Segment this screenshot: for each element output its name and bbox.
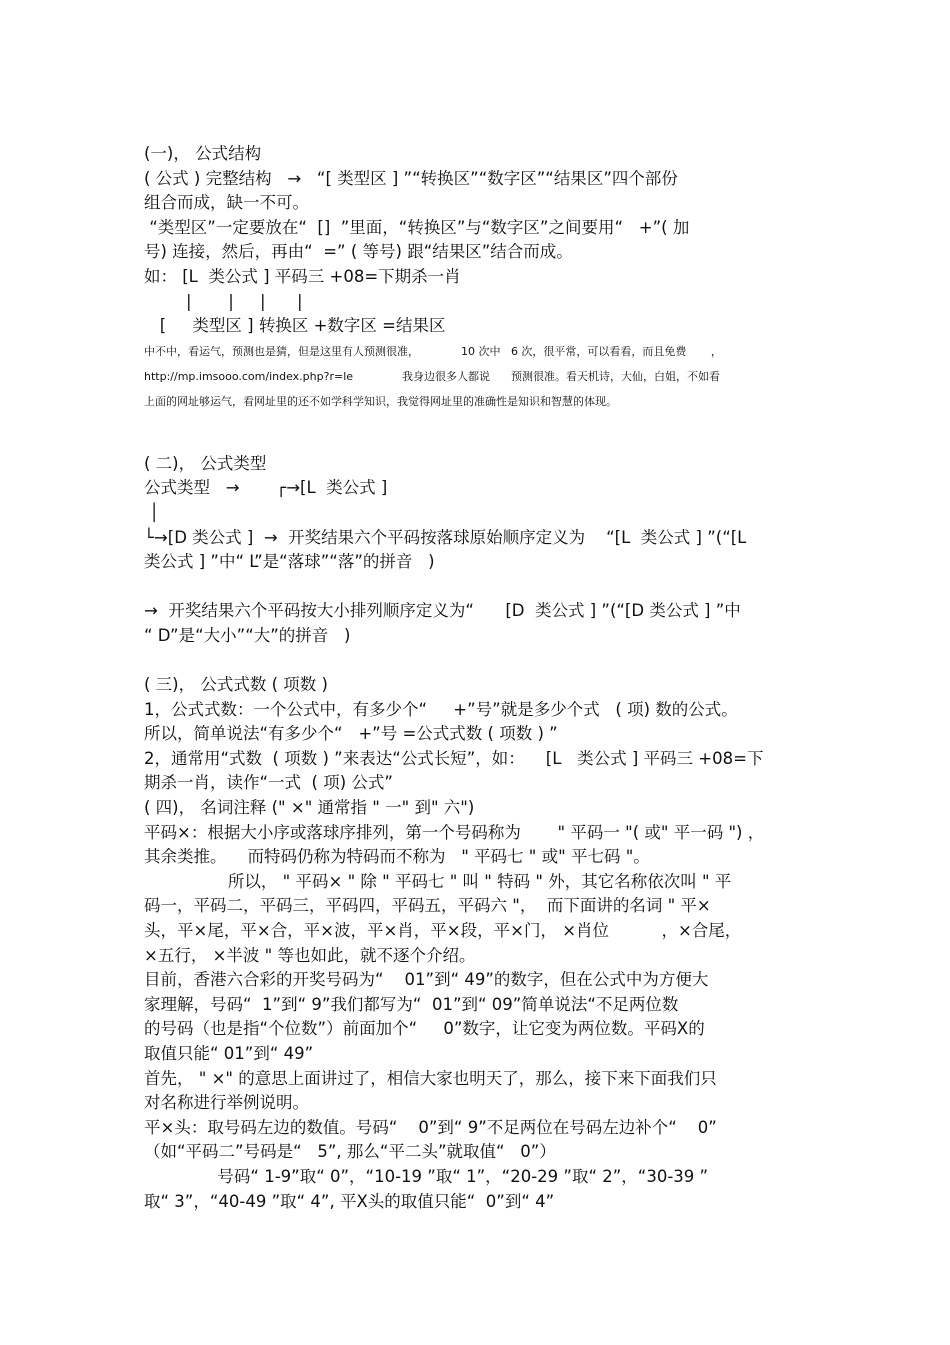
section2-line: └→[D 类公式 ] → 开奖结果六个平码按落球原始顺序定义为 “[L 类公式 ] ”(“[L: [144, 527, 747, 547]
section1-example-pipes: | | | |: [144, 291, 303, 311]
spacer: [144, 649, 814, 674]
ad-line-url: http://mp.imsooo.com/index.php?r=le 我身边很多人都说 预测很准。看天机诗，大仙，白姐，不如看: [144, 369, 720, 383]
section2-line: 类公式 ] ”中“ L”是“落球”“落”的拼音 ): [144, 552, 435, 572]
ad-line: 中不中，看运气，预测也是猜，但是这里有人预测很准， 10 次中 6 次，很平常，可以看看，而且免费 ，: [144, 344, 722, 358]
section2-blank: [144, 575, 814, 600]
section4-line: 码一，平码二，平码三，平码四，平码五，平码六 "， 而下面讲的名词 " 平×: [144, 896, 711, 916]
section4-line: 家理解，号码“ 1”到“ 9”我们都写为“ 01”到“ 09”简单说法“不足两位数: [144, 994, 679, 1014]
section4-line: 的号码（也是指“个位数”）前面加个“ 0”数字，让它变为两位数。平码X的: [144, 1019, 705, 1039]
section3-line: 2，通常用“式数 ( 项数 ) ”来表达“公式长短”，如： [L 类公式 ] 平码三 +08=下: [144, 748, 764, 768]
section1-line: 组合而成，缺一不可。: [144, 193, 309, 213]
section4-line: 平码×：根据大小序或落球序排列，第一个号码称为 " 平码一 "( 或" 平一码 ") ，: [144, 822, 765, 842]
section1-example: 如： [L 类公式 ] 平码三 +08=下期杀一肖: [144, 266, 461, 286]
section4-line: 取值只能“ 01”到“ 49”: [144, 1044, 314, 1063]
section4-line: 头，平×尾，平×合，平×波，平×肖，平×段，平×门， ×肖位 ，×合尾，: [144, 921, 742, 941]
section1-heading: (一)， 公式结构: [144, 144, 262, 163]
section3-line: 期杀一肖，读作“一式 ( 项) 公式”: [144, 773, 393, 793]
document-page: [144, 142, 814, 1214]
section4-line: 平×头：取号码左边的数值。号码“ 0”到“ 9”不足两位在号码左边补个“ 0”: [144, 1117, 717, 1137]
section4-line: 取“ 3”，“40-49 ”取“ 4”, 平X头的取值只能“ 0”到“ 4”: [144, 1191, 555, 1211]
section3-heading: ( 三)， 公式式数 ( 项数 ): [144, 675, 328, 695]
section3-line: 1，公式式数：一个公式中，有多少个“ +”号”就是多少个式 ( 项) 数的公式。: [144, 699, 738, 719]
section2-line: → 开奖结果六个平码按大小排列顺序定义为“ [D 类公式 ] ”(“[D 类公式 ] ”中: [144, 601, 741, 621]
section1-line: ( 公式 ) 完整结构 → “[ 类型区 ] ”“转换区”“数字区”“结果区”四个部份: [144, 168, 678, 188]
section1-example-labels: [ 类型区 ] 转换区 +数字区 =结果区: [144, 316, 446, 336]
section4-line: 其余类推。 而特码仍称为特码而不称为 " 平码七 " 或" 平七码 "。: [144, 847, 650, 867]
section2-line: │: [144, 502, 160, 522]
section4-line: 对名称进行举例说明。: [144, 1093, 309, 1113]
section4-line: ×五行， ×半波 " 等也如此，就不逐个介绍。: [144, 945, 476, 965]
section2-line: 公式类型 → ┌→[L 类公式 ]: [144, 478, 388, 498]
section2-line: “ D”是“大小”“大”的拼音 ): [144, 625, 351, 645]
ad-line: 上面的网址够运气，看网址里的还不如学科学知识，我觉得网址里的准确性是知识和智慧的体现。: [144, 394, 617, 408]
section4-line: 目前，香港六合彩的开奖号码为“ 01”到“ 49”的数字，但在公式中为方便大: [144, 970, 709, 990]
section4-line: 首先， " ×" 的意思上面讲过了，相信大家也明天了，那么，接下来下面我们只: [144, 1068, 717, 1088]
section1-line: “类型区”一定要放在“ [] ”里面，“转换区”与“数字区”之间要用“ +”( 加: [144, 217, 690, 237]
section4-line: 号码“ 1-9”取“ 0”，“10-19 ”取“ 1”，“20-29 ”取“ 2”，“30-39 ”: [144, 1166, 709, 1186]
section1-line: 号) 连接，然后，再由“ =” ( 等号) 跟“结果区”结合而成。: [144, 242, 573, 262]
spacer: [144, 414, 814, 452]
section4-heading: ( 四)， 名词注释 (" ×" 通常指 " 一" 到" 六"): [144, 798, 475, 818]
section4-line: 所以， " 平码× " 除 " 平码七 " 叫 " 特码 " 外，其它名称依次叫 " 平: [144, 871, 732, 891]
section3-line: 所以，简单说法“有多少个“ +”号 =公式式数 ( 项数 ) ”: [144, 724, 558, 744]
section2-heading: ( 二)， 公式类型: [144, 453, 267, 473]
section4-line: （如“平码二”号码是“ 5”, 那么“平二头”就取值“ 0”）: [144, 1142, 556, 1162]
